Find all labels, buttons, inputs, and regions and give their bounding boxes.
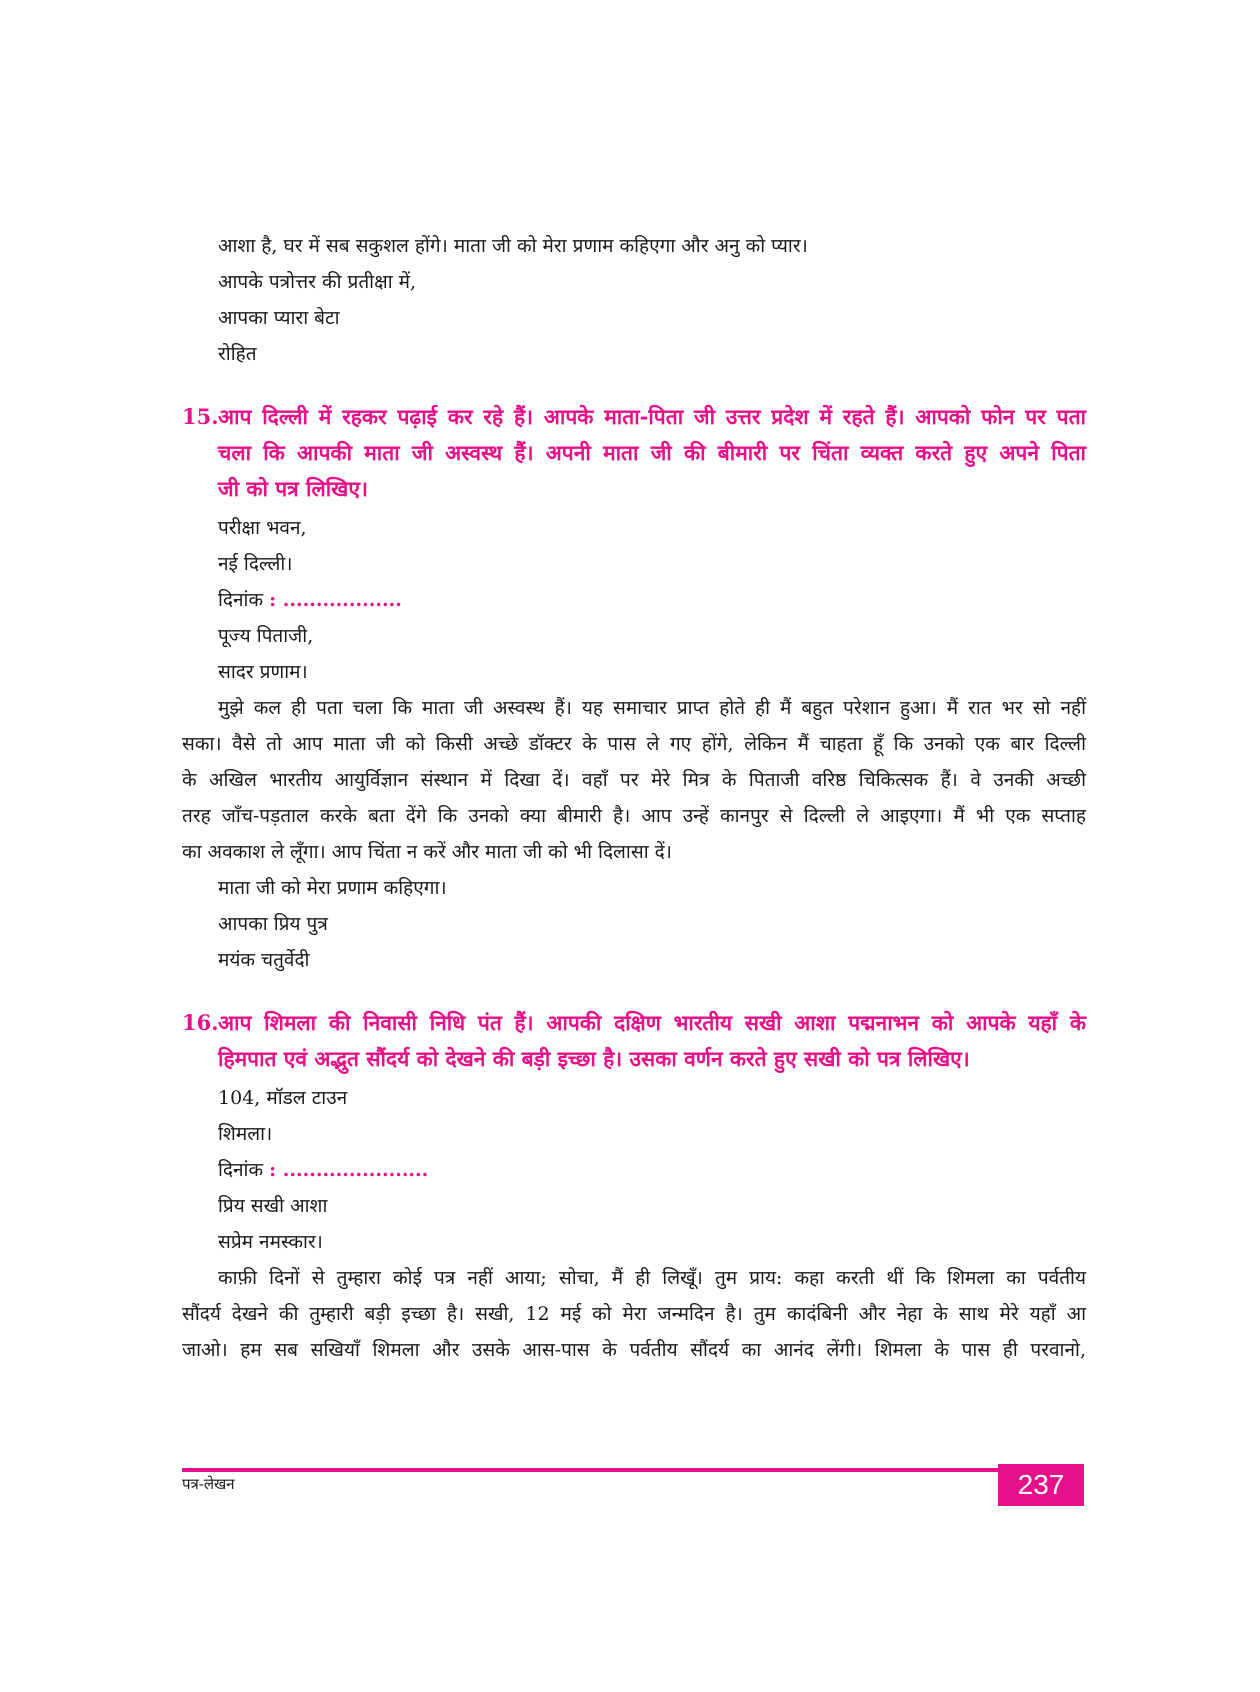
q15-body-line: के अखिल भारतीय आयुर्विज्ञान संस्थान में दिखा दें। वहाँ पर मेरे मित्र के पिताजी वरिष्ठ चिकित्सक हैं। वे उनकी अच्छी [182, 769, 1086, 791]
question-15-line: जी को पत्र लिखिए। [218, 476, 368, 501]
q15-sign-off: आपका प्रिय पुत्र [218, 913, 328, 935]
q16-date-placeholder: : ...................... [269, 1159, 429, 1181]
q16-salutation: प्रिय सखी आशा [218, 1195, 328, 1217]
q16-body-line: काफ़ी दिनों से तुम्हारा कोई पत्र नहीं आया; सोचा, मैं ही लिखूँ। तुम प्राय: कहा करती थीं कि शिमला का पर्वतीय [218, 1267, 1086, 1289]
q16-date-line [0, 1152, 1260, 1188]
question-16-line: हिमपात एवं अद्भुत सौंदर्य को देखने की बड़ी इच्छा है। उसका वर्णन करते हुए सखी को पत्र लिखिए। [218, 1046, 970, 1071]
footer-chapter-title: पत्र-लेखन [182, 1475, 235, 1493]
prev-letter-signature: रोहित [218, 343, 257, 365]
footer-rule [182, 1468, 1002, 1472]
q15-greeting: सादर प्रणाम। [218, 661, 308, 683]
q16-address-line-2: शिमला। [218, 1123, 273, 1145]
question-16-number: 16. [182, 1010, 219, 1035]
question-15-line: आप दिल्ली में रहकर पढ़ाई कर रहे हैं। आपके माता-पिता जी उत्तर प्रदेश में रहते हैं। आपको फोन पर पता [218, 404, 1086, 429]
q16-greeting: सप्रेम नमस्कार। [218, 1231, 323, 1253]
question-15-line: चला कि आपकी माता जी अस्वस्थ हैं। अपनी माता जी की बीमारी पर चिंता व्यक्त करते हुए अपने पिता [218, 440, 1086, 465]
prev-letter-closing-line: आशा है, घर में सब सकुशल होंगे। माता जी को मेरा प्रणाम कहिएगा और अनु को प्यार। [218, 235, 808, 257]
question-15-number: 15. [182, 404, 219, 429]
q15-body-line: का अवकाश ले लूँगा। आप चिंता न करें और माता जी को भी दिलासा दें। [182, 841, 672, 863]
q15-body-line: सका। वैसे तो आप माता जी को किसी अच्छे डॉक्टर के पास ले गए होंगे, लेकिन मैं चाहता हूँ कि उनको एक बार दिल्ली [182, 733, 1086, 755]
q15-date-line [0, 582, 1260, 618]
q15-closing: माता जी को मेरा प्रणाम कहिएगा। [218, 877, 447, 899]
q15-body-line: तरह जाँच-पड़ताल करके बता देंगे कि उनको क्या बीमारी है। आप उन्हें कानपुर से दिल्ली ले आइएगा। मैं भी एक सप्ताह [182, 805, 1086, 827]
q15-signature: मयंक चतुर्वेदी [218, 949, 310, 971]
question-16-line: आप शिमला की निवासी निधि पंत हैं। आपकी दक्षिण भारतीय सखी आशा पद्मनाभन को आपके यहाँ के [218, 1010, 1086, 1035]
prev-letter-sign-off: आपका प्यारा बेटा [218, 307, 340, 329]
q16-address-line-1: 104, मॉडल टाउन [218, 1087, 348, 1109]
q15-salutation: पूज्य पिताजी, [218, 625, 314, 647]
q15-body-line: मुझे कल ही पता चला कि माता जी अस्वस्थ हैं। यह समाचार प्राप्त होते ही मैं बहुत परेशान हुआ। मैं रात भर सो नहीं [218, 697, 1086, 719]
q15-address-line-2: नई दिल्ली। [218, 553, 293, 575]
q16-body-line: जाओ। हम सब सखियाँ शिमला और उसके आस-पास के पर्वतीय सौंदर्य का आनंद लेंगी। शिमला के पास ही परवानो, [182, 1339, 1086, 1361]
q15-date-placeholder: : .................. [269, 589, 402, 611]
q15-date-label: दिनांक [218, 589, 264, 611]
q16-body-line: सौंदर्य देखने की तुम्हारी बड़ी इच्छा है। सखी, 12 मई को मेरा जन्मदिन है। तुम कादंबिनी और नेहा के साथ मेरे यहाँ आ [182, 1303, 1086, 1325]
q15-address-line-1: परीक्षा भवन, [218, 517, 307, 539]
prev-letter-awaiting-reply: आपके पत्रोत्तर की प्रतीक्षा में, [218, 271, 417, 293]
q16-date-label: दिनांक [218, 1159, 264, 1181]
page-number-badge: 237 [998, 1464, 1084, 1506]
